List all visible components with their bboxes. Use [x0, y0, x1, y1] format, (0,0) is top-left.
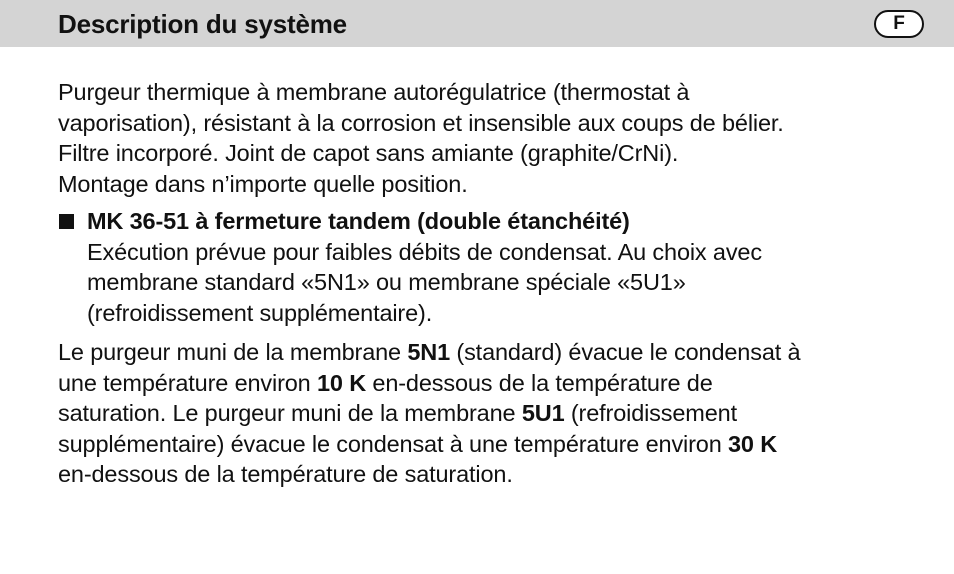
bullet-title: MK 36-51 à fermeture tandem (double étanchéité) [87, 208, 630, 234]
bullet-line: Exécution prévue pour faibles débits de condensat. Au choix avec [87, 238, 762, 265]
membrane-line [58, 429, 938, 460]
membrane-text: Le purgeur muni de la membrane [58, 339, 408, 365]
membrane-line [58, 459, 938, 490]
membrane-paragraph [58, 337, 938, 490]
membrane-line [58, 337, 938, 368]
membrane-text: en-dessous de la température de [366, 369, 713, 396]
membrane-text: (refroidissement [564, 400, 737, 426]
membrane-line [58, 368, 938, 399]
bullet-item [58, 206, 938, 328]
intro-line: vaporisation), résistant à la corrosion et insensible aux coups de bélier. [58, 109, 784, 136]
membrane-text: supplémentaire) évacue le condensat à une température environ [58, 430, 729, 457]
page-title: Description du système [58, 9, 347, 39]
intro-line: Filtre incorporé. Joint de capot sans amiante (graphite/CrNi). [58, 140, 679, 166]
membrane-line [58, 398, 938, 429]
membrane-text: une température environ [58, 369, 317, 396]
square-bullet-icon [59, 214, 74, 229]
intro-line: Montage dans n’importe quelle position. [58, 170, 468, 197]
membrane-5u1-label: 5U1 [521, 400, 565, 426]
intro-line: Purgeur thermique à membrane autorégulatrice (thermostat à [58, 79, 690, 105]
language-badge: F [874, 10, 924, 38]
document-body [58, 77, 938, 490]
membrane-5n1-label: 5N1 [407, 339, 451, 365]
bullet-line: membrane standard «5N1» ou membrane spéciale «5U1» [87, 269, 686, 295]
intro-paragraph [58, 77, 938, 199]
temperature-30k-label: 30 K [728, 430, 778, 457]
membrane-text: saturation. Le purgeur muni de la membrane [58, 400, 522, 426]
bullet-line: (refroidissement supplémentaire). [87, 299, 433, 326]
membrane-text: en-dessous de la température de saturation. [58, 461, 513, 487]
membrane-text: (standard) évacue le condensat à [450, 339, 801, 365]
temperature-10k-label: 10 K [316, 369, 367, 396]
header-bar [0, 0, 954, 47]
